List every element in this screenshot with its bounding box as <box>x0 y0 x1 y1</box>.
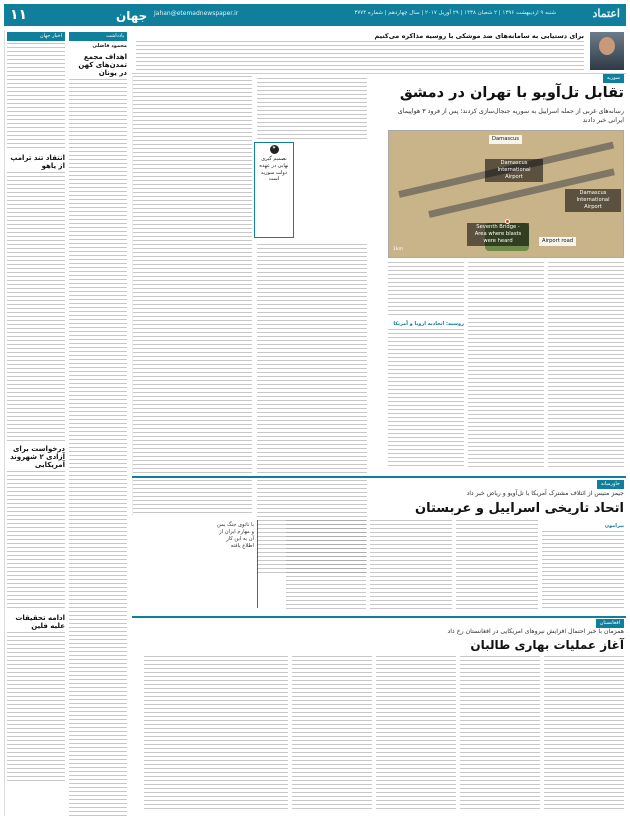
mid-col-2 <box>456 520 538 610</box>
main-col-2 <box>468 262 544 470</box>
middle-quote-text: با ناتوی جنگ یمن و مهارم ایران از آن به این کار اطلاع یافته <box>217 522 254 550</box>
top-banner <box>132 30 626 74</box>
middle-quote-box <box>214 520 258 608</box>
bottom-headline[interactable]: آغاز عملیات بهاری طالبان <box>470 638 624 652</box>
mid-col-3 <box>370 520 452 610</box>
location-pin-icon <box>505 219 510 224</box>
map-scale: 1km <box>393 246 403 252</box>
bottom-col-1 <box>544 656 624 812</box>
middle-kicker: خاورمیانه <box>597 480 624 489</box>
story-headline-flynn-probe[interactable]: ادامه تحقیقات علیه فلین <box>15 613 65 631</box>
page-number: ۱۱ <box>10 7 28 23</box>
banner-headline[interactable]: برای دستیابی به سامانه‌های ضد موشکی با روسیه مذاکره می‌کنیم <box>374 32 584 40</box>
portrait-photo <box>590 32 624 70</box>
main-subhead: روسیه: اتحادیه اروپا و آمریکا <box>393 321 464 327</box>
section-email[interactable]: Jahan@etemadnewspaper.ir <box>154 10 239 17</box>
middle-col-head: پیرامون <box>604 523 624 529</box>
middle-headline[interactable]: اتحاد تاریخی اسراییل و عربستان <box>414 501 624 516</box>
story-body-trump-yahoo <box>7 172 65 442</box>
news-section-label: اخبار جهان <box>7 32 65 41</box>
main-headline[interactable]: تقابل تل‌آویو با تهران در دمشق <box>399 85 624 101</box>
section-divider <box>132 616 626 618</box>
map-label-road: Airport road <box>539 237 576 246</box>
bottom-pretitle: همزمان با خبر احتمال افزایش نیروهای امریکایی در افغانستان رخ داد <box>447 628 624 635</box>
main-kicker: سوریه <box>603 74 624 83</box>
column-section-label: یادداشت <box>69 32 127 41</box>
section-divider <box>132 476 626 478</box>
left-sidebar <box>4 30 128 816</box>
bottom-kicker: افغانستان <box>596 619 624 628</box>
pull-quote-box <box>254 142 294 238</box>
newspaper-logo[interactable]: اعتماد <box>592 7 620 20</box>
bottom-story-body <box>132 656 624 814</box>
satellite-map <box>388 130 624 258</box>
text-column-far-left <box>132 76 252 516</box>
news-briefs-text <box>7 43 65 151</box>
date-line: شنبه ۹ اردیبهشت ۱۳۹۶ | ۲ شعبان ۱۴۳۸ | ۲۹ آوریل ۲۰۱۷ | سال چهاردهم | شماره ۳۷۷۴ <box>354 10 556 16</box>
middle-pretitle: جیمز متیس از ائتلاف مشترک آمریکا با تل‌آویو و ریاض خبر داد <box>466 490 624 497</box>
story-headline-release-citizens[interactable]: درخواست برای آزادی ۲ شهروند آمریکایی <box>10 444 65 469</box>
sidebar-column-left <box>5 30 67 816</box>
main-col-1 <box>548 262 624 470</box>
map-label-bridge: Seventh Bridge - Area where blasts were heard <box>467 223 529 246</box>
bottom-col-4 <box>292 656 372 812</box>
sidebar-column-right <box>67 30 129 816</box>
map-label-airport-main: Damascus International Airport <box>485 159 543 182</box>
banner-body-text <box>136 41 584 71</box>
bottom-col-2 <box>460 656 540 812</box>
story-body-flynn-probe <box>7 632 65 782</box>
bottom-col-5 <box>144 656 288 812</box>
map-label-damascus: Damascus <box>489 135 522 144</box>
column-text-top <box>257 78 367 140</box>
quote-icon: ❞ <box>270 145 279 154</box>
story-headline-trump-yahoo[interactable]: انتقاد تند ترامپ از یاهو <box>10 153 65 170</box>
column-headline[interactable]: اهداف مجمع تمدن‌های کهن در یونان <box>78 52 127 77</box>
bottom-col-3 <box>376 656 456 812</box>
column-author: محمود فاضلی <box>92 42 127 49</box>
main-col-3-text-2 <box>388 329 464 469</box>
mid-col-1-text <box>542 531 624 611</box>
story-body-release-citizens <box>7 471 65 611</box>
main-col-3 <box>388 262 464 470</box>
main-subheadline: رسانه‌های غربی از حمله اسراییل به سوریه جنجال‌سازی کردند؛ پس از فرود ۳ هواپیمای ایرانی خبر دادند <box>397 108 624 124</box>
middle-story-body <box>132 520 624 612</box>
mid-col-4 <box>286 520 366 610</box>
column-body-text <box>69 79 127 819</box>
section-title: جهان <box>116 9 148 23</box>
page-header <box>4 4 626 26</box>
mid-col-1 <box>542 520 624 610</box>
main-story-body <box>388 262 624 472</box>
pull-quote-text: تصمیم گیری نهایی در عهده دولت سوریه است <box>259 156 289 183</box>
map-label-airport-right: Damascus International Airport <box>565 189 621 212</box>
main-col-3-text <box>388 262 464 318</box>
